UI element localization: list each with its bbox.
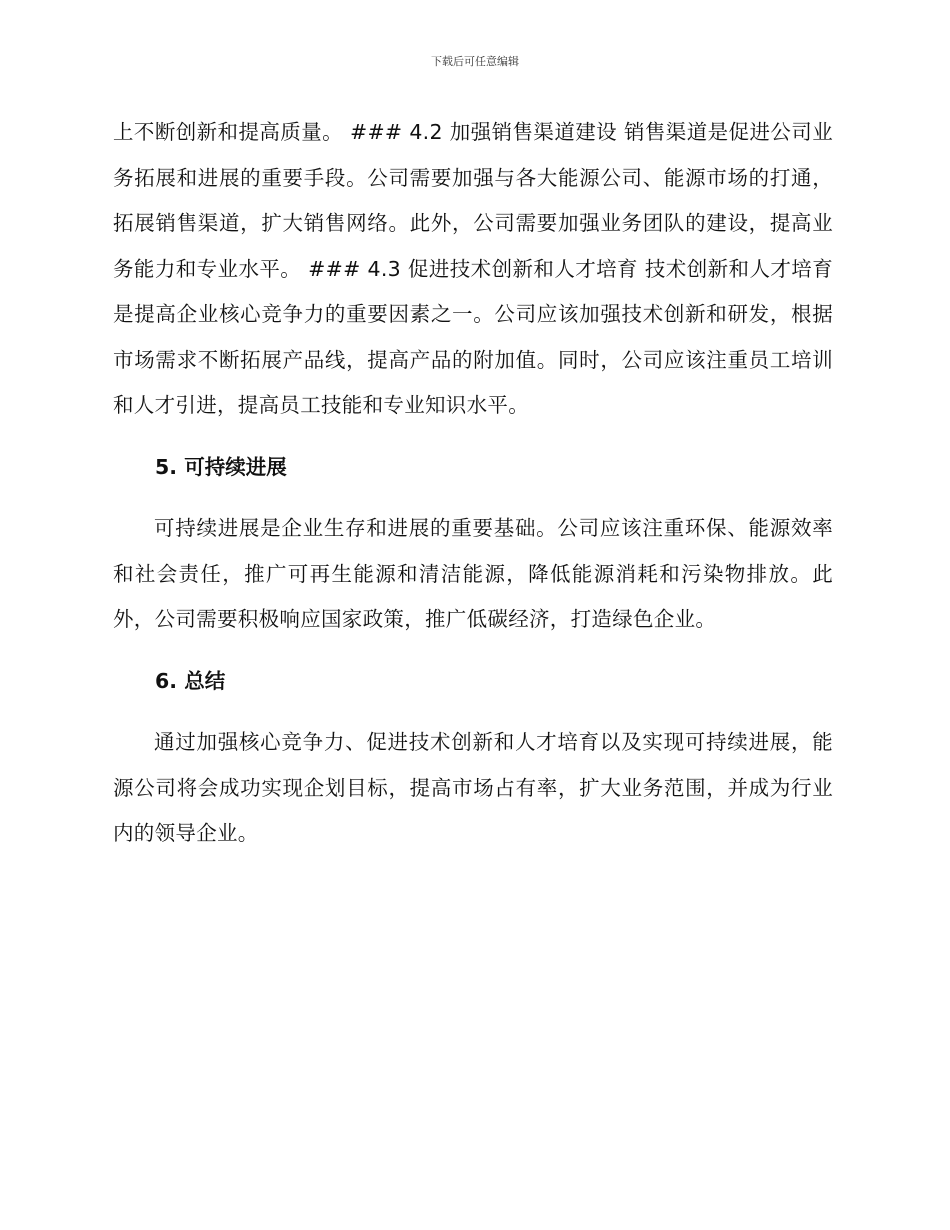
paragraph-summary: 通过加强核心竞争力、促进技术创新和人才培育以及实现可持续进展，能源公司将会成功实现企划目标，提高市场占有率，扩大业务范围，并成为行业内的领导企业。 (113, 730, 833, 845)
spacer (113, 429, 833, 443)
page-header-note: 下载后可任意编辑 (431, 55, 519, 68)
paragraph-continuation: 上不断创新和提高质量。 ### 4.2 加强销售渠道建设 销售渠道是促进公司业务拓展和进展的重要手段。公司需要加强与各大能源公司、能源市场的打通，拓展销售渠道，扩大销售网络。此外，公司需要加强业务团队的建设，提高业务能力和专业水平。 ### 4.3 促进技术创新和人才培育 技术创新和人才培育是提高企业核心竞争力的重要因素之一。公司应该加强技术创新和研发，根据市场需求不断拓展产品线，提高产品的附加值。同时，公司应该注重员工培训和人才引进，提高员工技能和专业知识水平。 (113, 120, 833, 417)
section-heading-summary: 6. 总结 (155, 668, 226, 693)
paragraph-sustainability: 可持续进展是企业生存和进展的重要基础。公司应该注重环保、能源效率和社会责任，推广可再生能源和清洁能源，降低能源消耗和污染物排放。此外，公司需要积极响应国家政策，推广低碳经济，打造绿色企业。 (113, 516, 833, 631)
document-body (113, 110, 833, 857)
section-heading-sustainability: 5. 可持续进展 (155, 454, 287, 479)
spacer (113, 643, 833, 657)
